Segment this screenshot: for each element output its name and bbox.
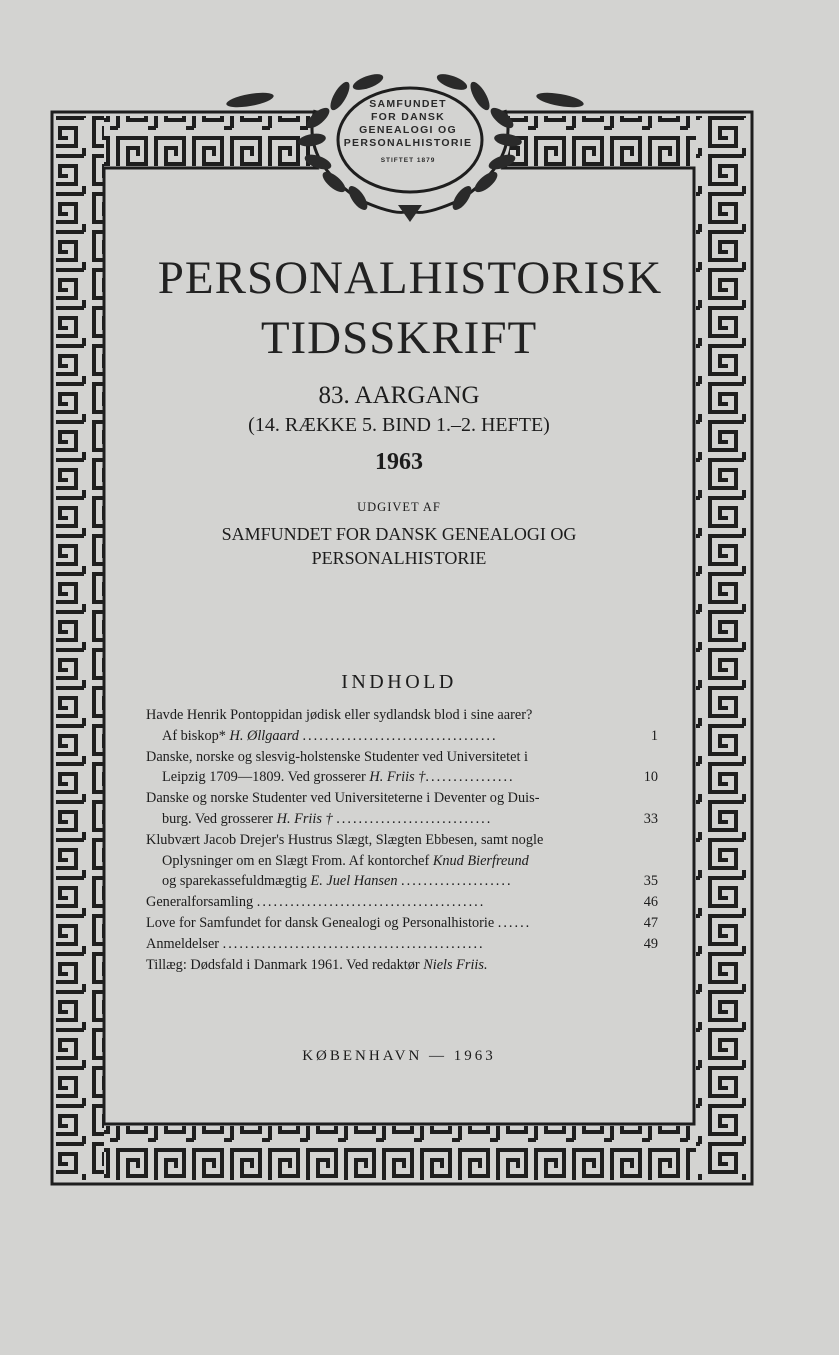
toc-text: og sparekassefuldmægtig (162, 873, 311, 890)
table-of-contents (146, 705, 666, 975)
society-emblem (328, 88, 488, 198)
toc-line (146, 830, 666, 851)
toc-leader: .................... (401, 873, 513, 890)
toc-line (146, 955, 666, 976)
journal-title-line2: TIDSSKRIFT (260, 312, 538, 364)
toc-line (146, 913, 666, 934)
emblem-line: FOR DANSK (370, 111, 446, 123)
toc-line (146, 809, 666, 830)
publisher-label: UDGIVET AF (357, 500, 441, 514)
toc-line (146, 747, 666, 768)
toc-author: H. Øllgaard (229, 727, 299, 744)
contents-heading: INDHOLD (341, 671, 457, 693)
toc-page: 49 (643, 935, 658, 952)
toc-author: Knud Bierfreund (432, 852, 529, 869)
toc-leader: ...... (497, 914, 532, 931)
toc-text: Danske, norske og slesvig-holstenske Studenter ved Universitetet i (146, 748, 528, 765)
toc-line (146, 892, 666, 913)
toc-line (146, 871, 666, 892)
toc-text: Havde Henrik Pontoppidan jødisk eller sydlandsk blod i sine aarer? (146, 707, 533, 723)
toc-text: burg. Ved grosserer (162, 810, 277, 827)
toc-text: Generalforsamling (146, 894, 257, 911)
publisher-line2: PERSONALHISTORIE (311, 548, 487, 568)
toc-line (146, 788, 666, 809)
toc-leader: ............................ (336, 810, 493, 827)
toc-text: Tillæg: Dødsfald i Danmark 1961. Ved redaktør (146, 956, 424, 973)
toc-leader: ......................................... (256, 894, 486, 911)
toc-author: Niels Friis. (423, 956, 488, 973)
toc-text: Anmeldelser (146, 935, 223, 952)
toc-line (146, 726, 666, 747)
toc-text: Klubvært Jacob Drejer's Hustrus Slægt, Slægten Ebbesen, samt nogle (146, 831, 544, 848)
volume-aargang: 83. AARGANG (318, 382, 480, 409)
toc-author: E. Juel Hansen (310, 873, 398, 890)
toc-author: H. Friis † (276, 810, 333, 827)
publisher-name (106, 522, 692, 570)
toc-line (146, 705, 666, 726)
emblem-line: PERSONALHISTORIE (343, 137, 473, 149)
toc-line (146, 851, 666, 872)
publisher-line1: SAMFUNDET FOR DANSK GENEALOGI OG (221, 524, 577, 544)
toc-page: 35 (643, 873, 658, 890)
toc-leader: ................ (425, 769, 515, 786)
volume-year: 1963 (375, 449, 423, 475)
toc-line (146, 767, 666, 788)
journal-title-line1: PERSONALHISTORISK (157, 252, 663, 304)
imprint: KØBENHAVN — 1963 (302, 1048, 496, 1064)
emblem-line: SAMFUNDET (369, 98, 447, 110)
toc-text: Af biskop* (162, 727, 230, 744)
toc-leader: ............................................... (222, 935, 485, 952)
emblem-founded: STIFTET 1879 (380, 157, 436, 164)
toc-page: 33 (643, 810, 658, 827)
toc-leader: ................................... (302, 727, 498, 744)
toc-page: 46 (643, 894, 658, 911)
volume-series: (14. RÆKKE 5. BIND 1.–2. HEFTE) (248, 414, 550, 436)
toc-page: 47 (643, 914, 658, 931)
toc-text: Leipzig 1709—1809. Ved grosserer (162, 769, 370, 786)
toc-author: H. Friis † (369, 769, 426, 786)
toc-line (146, 934, 666, 955)
emblem-line: GENEALOGI OG (359, 124, 457, 136)
toc-text: Oplysninger om en Slægt From. Af kontorchef (162, 852, 433, 869)
toc-page: 1 (650, 727, 658, 744)
toc-page: 10 (643, 769, 658, 786)
toc-text: Love for Samfundet for dansk Genealogi og Personalhistorie (146, 914, 498, 931)
toc-text: Danske og norske Studenter ved Universiteterne i Deventer og Duis- (146, 790, 540, 807)
